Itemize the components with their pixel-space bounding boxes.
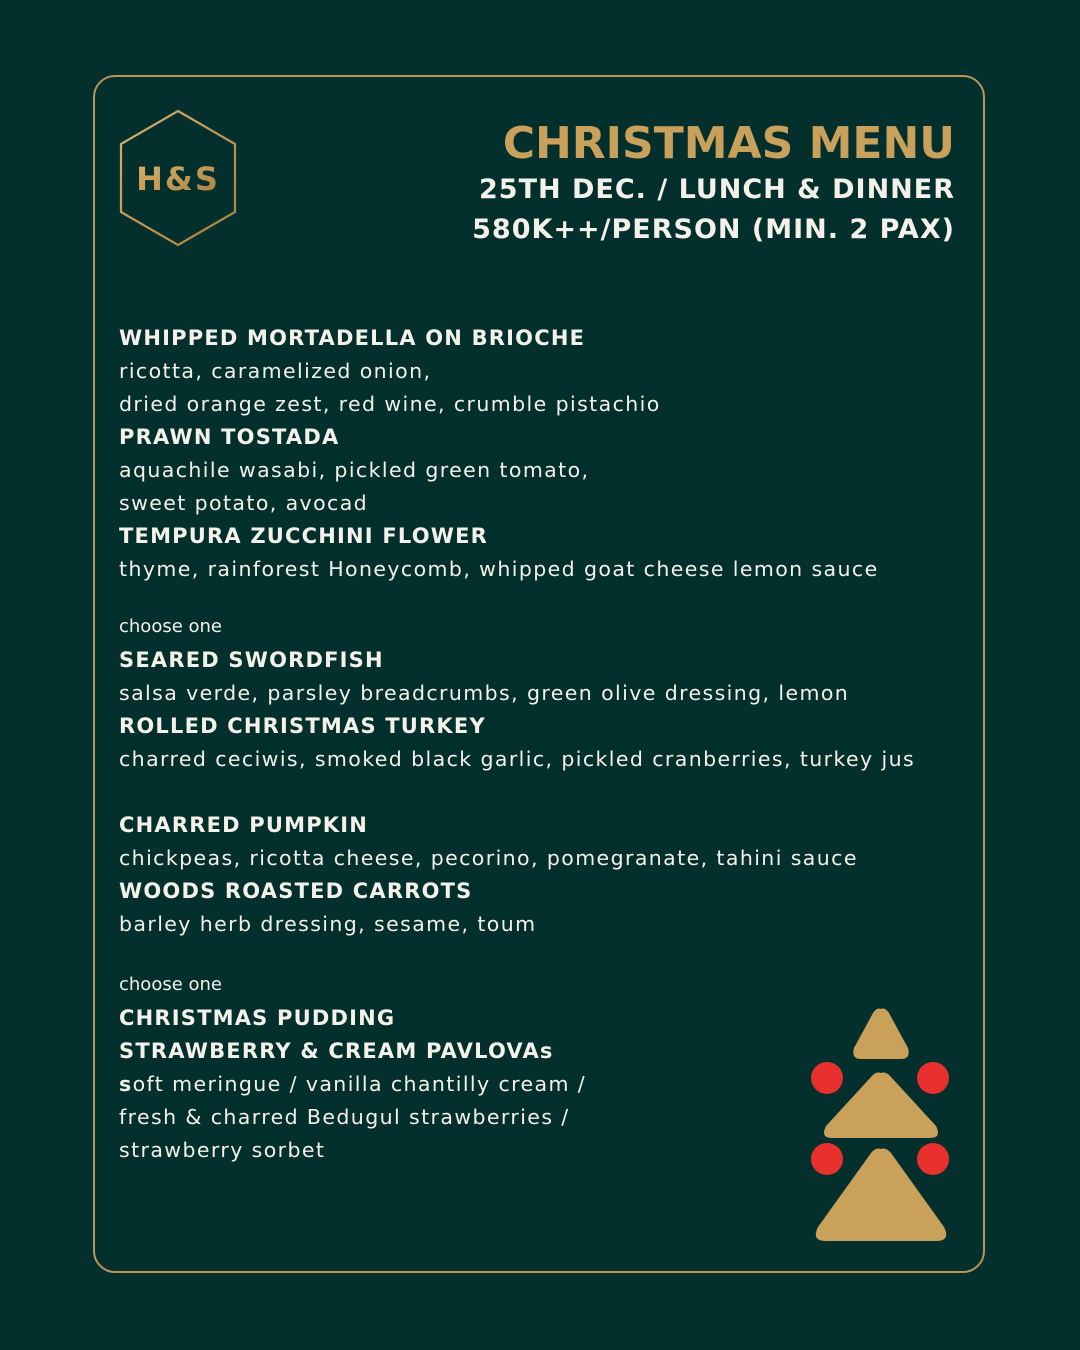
menu-price: 580K++/PERSON (MIN. 2 PAX) bbox=[472, 214, 955, 245]
dish-description: fresh & charred Bedugul strawberries / bbox=[119, 1105, 570, 1129]
dish-description: dried orange zest, red wine, crumble pistachio bbox=[119, 392, 661, 416]
hexagon-monogram-logo bbox=[117, 108, 239, 248]
dish-description: barley herb dressing, sesame, toum bbox=[119, 912, 537, 936]
dish-name: TEMPURA ZUCCHINI FLOWER bbox=[119, 524, 489, 548]
logo-text: H&S bbox=[136, 160, 220, 198]
dish-description: sweet potato, avocad bbox=[119, 491, 369, 515]
dish-name: WHIPPED MORTADELLA ON BRIOCHE bbox=[119, 326, 586, 350]
dish-name: PRAWN TOSTADA bbox=[119, 425, 340, 449]
ornament-icon bbox=[917, 1143, 949, 1175]
menu-date: 25TH DEC. / LUNCH & DINNER bbox=[479, 174, 955, 205]
dish-description: chickpeas, ricotta cheese, pecorino, pomegranate, tahini sauce bbox=[119, 846, 858, 870]
dish-description: thyme, rainforest Honeycomb, whipped goat cheese lemon sauce bbox=[119, 557, 879, 581]
dish-name: STRAWBERRY & CREAM PAVLOVAs bbox=[119, 1039, 554, 1063]
description-rest: oft meringue / vanilla chantilly cream / bbox=[132, 1072, 587, 1096]
dish-description: aquachile wasabi, pickled green tomato, bbox=[119, 458, 590, 482]
ornament-icon bbox=[811, 1062, 843, 1094]
dish-description: ricotta, caramelized onion, bbox=[119, 359, 432, 383]
dish-name: WOODS ROASTED CARROTS bbox=[119, 879, 473, 903]
side-item bbox=[119, 809, 959, 875]
main-item bbox=[119, 710, 959, 776]
dish-description: strawberry sorbet bbox=[119, 1138, 326, 1162]
dish-name: SEARED SWORDFISH bbox=[119, 648, 384, 672]
side-item bbox=[119, 875, 959, 941]
dish-name: CHARRED PUMPKIN bbox=[119, 813, 369, 837]
dish-description: salsa verde, parsley breadcrumbs, green olive dressing, lemon bbox=[119, 681, 850, 705]
menu-title: CHRISTMAS MENU bbox=[502, 118, 955, 169]
starter-item bbox=[119, 421, 959, 520]
starter-item bbox=[119, 520, 959, 586]
desserts-choose-note: choose one bbox=[119, 974, 222, 995]
dish-name: ROLLED CHRISTMAS TURKEY bbox=[119, 714, 486, 738]
mains-choose-note: choose one bbox=[119, 616, 222, 637]
dish-name: CHRISTMAS PUDDING bbox=[119, 1006, 396, 1030]
description-first-letter: s bbox=[119, 1072, 133, 1096]
tree-tier-top bbox=[853, 1009, 908, 1060]
ornament-icon bbox=[917, 1062, 949, 1094]
dish-description: charred ceciwis, smoked black garlic, pickled cranberries, turkey jus bbox=[119, 747, 916, 771]
christmas-tree-icon bbox=[806, 1003, 956, 1248]
menu-header bbox=[472, 118, 955, 250]
logo bbox=[117, 108, 239, 248]
ornament-icon bbox=[811, 1143, 843, 1175]
starter-item bbox=[119, 322, 959, 421]
main-item bbox=[119, 644, 959, 710]
